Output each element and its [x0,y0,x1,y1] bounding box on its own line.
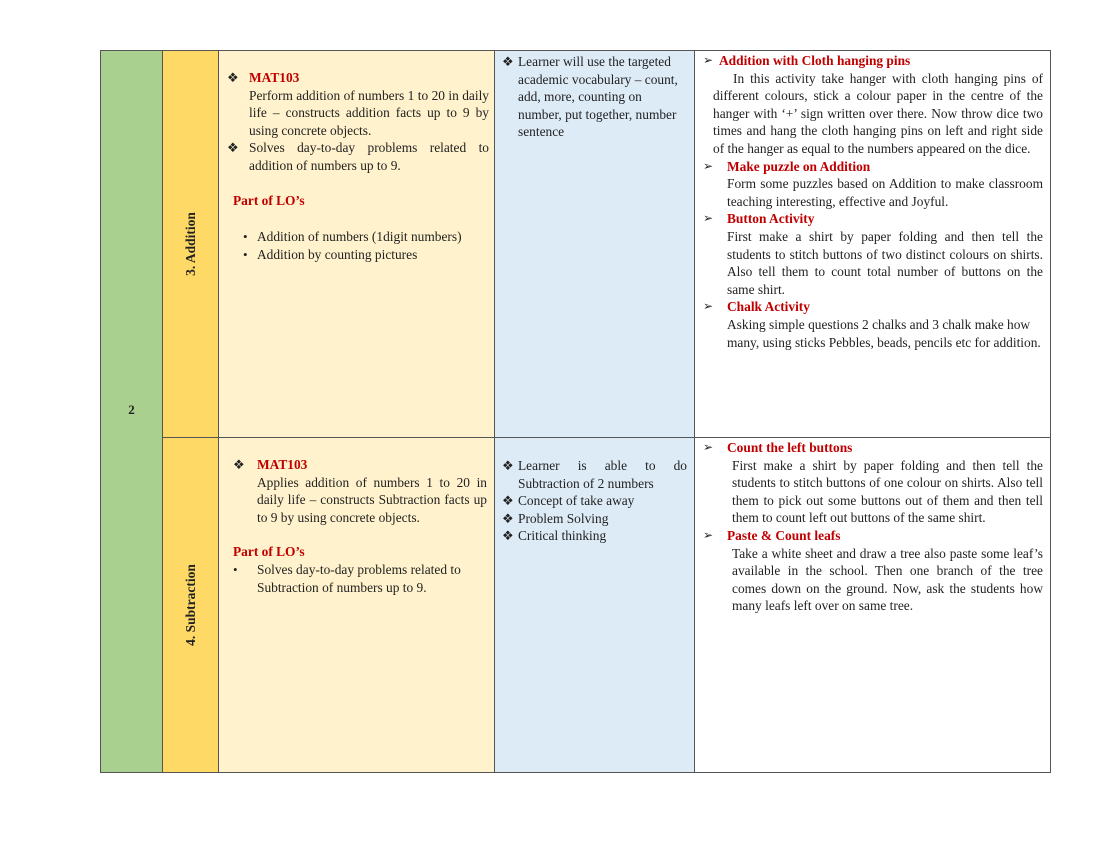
outcome-text: Perform addition of numbers 1 to 20 in daily life – constructs addition facts up to 9 by using concrete objects. [249,87,489,138]
activity-text: Take a white sheet and draw a tree also paste some leaf’s available in the school. Then one branch of the tree comes down on the ground. Now, ask the students how many leafs left over on same tree. [732,545,1043,614]
diamond-bullet-icon: ❖ [233,457,245,472]
part-item: • Solves day-to-day problems related to Subtraction of numbers up to 9. [233,561,461,595]
topic-label-subtraction: 4. Subtraction [182,564,198,646]
activity-title: Chalk Activity [727,299,810,315]
part-heading: Part of LO’s [233,544,305,560]
arrow-bullet-icon: ➢ [703,299,714,314]
diamond-bullet-icon: ❖ [227,140,239,156]
arrow-bullet-icon: ➢ [703,527,714,542]
skill-item: ❖ Concept of take away [502,493,635,509]
activity-item [703,210,1043,298]
skills-cell-addition [494,50,695,438]
part-item: • Addition by counting pictures [243,246,418,262]
activity-text: Form some puzzles based on Addition to make classroom teaching interesting, effective and Joyful. [727,176,1043,209]
skill-item: ❖ Learner will use the targeted academic vocabulary – count, add, more, counting on number, put together, number sentence [502,54,678,140]
activity-item [703,158,1043,211]
outcomes-cell-subtraction [218,437,495,773]
arrow-bullet-icon: ➢ [703,211,714,226]
activity-item [703,439,1043,527]
diamond-bullet-icon: ❖ [227,70,239,85]
topic-cell-subtraction [162,437,219,773]
outcome-item [227,139,489,174]
activity-item [703,298,1043,351]
topic-label-addition: 3. Addition [182,212,198,276]
activity-title: Button Activity [727,211,815,227]
skill-item: ❖ Learner is able to do Subtraction of 2 numbers [502,458,687,491]
part-heading: Part of LO’s [233,192,305,208]
skill-item: ❖ Critical thinking [502,528,607,544]
activity-text: In this activity take hanger with cloth hanging pins of different colours, stick a colour paper in the centre of the hanger with ‘+’ sign written over there. Now throw dice two times and hang the cloth hanging pins on left and right side of the hanger as equal to the numbers appeared on the dice. [713,70,1043,156]
outcome-code: MAT103 [249,70,300,85]
activity-title: Paste & Count leafs [727,527,841,543]
outcome-item [227,69,489,139]
diamond-bullet-icon: ❖ [502,493,514,509]
arrow-bullet-icon: ➢ [703,158,714,173]
diamond-bullet-icon: ❖ [502,458,514,473]
diamond-bullet-icon: ❖ [502,528,514,544]
activity-title: Addition with Cloth hanging pins [719,53,911,68]
diamond-bullet-icon: ❖ [502,510,514,526]
outcomes-cell-addition [218,50,495,438]
activity-item [703,52,1043,70]
activities-cell-addition [694,50,1051,438]
skill-item: ❖ Problem Solving [502,510,609,526]
activity-item [703,527,1043,615]
diamond-bullet-icon: ❖ [502,54,514,69]
outcome-code: MAT103 [257,457,308,472]
activity-title: Make puzzle on Addition [727,158,871,174]
bullet-dot-icon: • [243,246,248,262]
skills-cell-subtraction [494,437,695,773]
arrow-bullet-icon: ➢ [703,53,714,67]
part-item: • Addition of numbers (1digit numbers) [243,229,462,245]
activity-text: First make a shirt by paper folding and then tell the students to stitch buttons of two distinct colours on shirts. Also tell them to count total number of buttons on the same shirt. [727,228,1043,297]
bullet-dot-icon: • [243,229,248,245]
arrow-bullet-icon: ➢ [703,440,714,454]
activity-title: Count the left buttons [727,440,853,455]
grade-cell [100,50,163,773]
grade-number: 2 [128,402,135,417]
outcome-item [233,456,487,526]
activities-cell-subtraction [694,437,1051,773]
outcome-text: Applies addition of numbers 1 to 20 in daily life – constructs Subtraction facts up to 9 by using concrete objects. [257,474,487,525]
activity-text: First make a shirt by paper folding and then tell the students to stitch buttons of one colour on shirts. Also tell them to pick out some buttons out of them and then tell them to count left out buttons of the same shirt. [732,457,1043,526]
topic-cell-addition [162,50,219,438]
outcome-text: Solves day-to-day problems related to addition of numbers up to 9. [249,140,489,173]
activity-text: Asking simple questions 2 chalks and 3 chalk make how many, using sticks Pebbles, beads, pencils etc for addition. [727,316,1041,350]
bullet-dot-icon: • [233,561,238,577]
